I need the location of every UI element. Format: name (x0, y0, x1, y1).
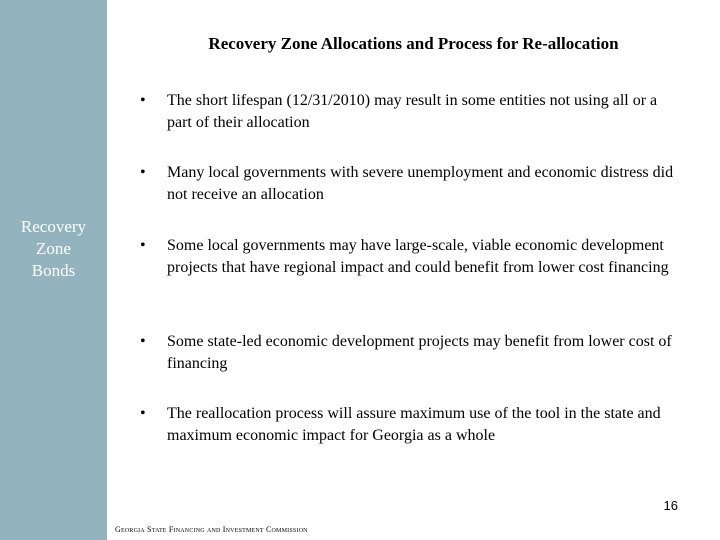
bullet-item (140, 162, 680, 206)
bullet-text: Many local governments with severe unemployment and economic distress did not receive an allocation (167, 164, 674, 203)
bullet-item (140, 331, 680, 375)
sidebar-panel (0, 0, 107, 540)
slide-title: Recovery Zone Allocations and Process for Re-allocation (208, 34, 619, 53)
bullet-item (140, 403, 680, 447)
bullet-dot: • (140, 333, 146, 350)
footer-organization: Georgia State Financing and Investment Commission (115, 525, 308, 534)
sidebar-label-line: Bonds (31, 261, 76, 280)
bullet-dot: • (140, 164, 146, 181)
bullet-dot: • (140, 92, 146, 109)
bullet-text: Some state-led economic development projects may benefit from lower cost of financing (167, 333, 672, 372)
bullet-text: The short lifespan (12/31/2010) may result in some entities not using all or a part of their allocation (167, 92, 658, 131)
bullet-text: The reallocation process will assure maximum use of the tool in the state and maximum economic impact for Georgia as a whole (167, 405, 661, 444)
bullet-item (140, 235, 680, 279)
bullet-item (140, 90, 680, 134)
bullet-dot: • (140, 405, 146, 422)
sidebar-label-line: Zone (36, 239, 71, 258)
page-number: 16 (663, 498, 678, 513)
bullet-dot: • (140, 237, 146, 254)
bullet-text: Some local governments may have large-scale, viable economic development projects that have regional impact and could benefit from lower cost financing (167, 237, 669, 276)
sidebar-label (0, 216, 107, 282)
sidebar-label-line: Recovery (20, 217, 87, 236)
